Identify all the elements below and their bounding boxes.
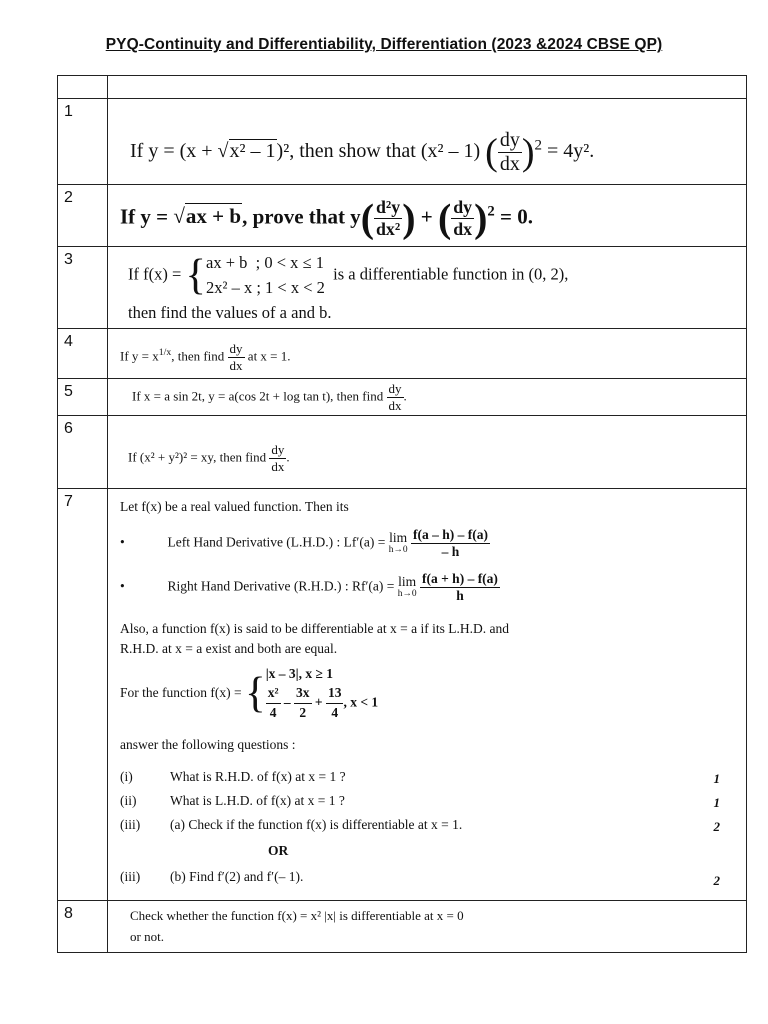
question-5-text: If x = a sin 2t, y = a(cos 2t + log tan t), then find $\frac{dy}{dx}$ . xyxy=(132,381,407,413)
dy-dx-fraction: $\frac{dy}{dx}$ xyxy=(499,129,520,175)
table-header-row xyxy=(58,76,747,99)
piecewise-cases: |x – 3|, x ≥ 1 $\frac{\text{x²}}{4}$ – $\frac{3x}{2}$ + $\frac{13}{4}$ , x < 1 xyxy=(265,666,379,720)
q7-part-iii-b-marks: 2 xyxy=(713,873,720,888)
q7-function-def: For the function f(x) = { |x – 3|, x ≥ 1 $\frac{\text{x²}}{4}$ – $\frac{3x}{2}$ + $\frac{13}{4}$ , x < 1 xyxy=(120,665,378,723)
q7-rhd-line: • Right Hand Derivative (R.H.D.) : Rf′(a) = lim h→0 $\frac{f(a + h) - f(a)}{h}$ xyxy=(120,571,498,603)
dy-dx-fraction: $\frac{dy}{dx}$ xyxy=(229,341,243,373)
question-row-7 xyxy=(58,489,747,901)
question-body xyxy=(108,901,747,953)
question-number: 8 xyxy=(58,901,108,953)
question-3-text: If f(x) = { ax + b ; 0 < x ≤ 1 2x² – x ; 1 < x < 2 is a differentiable function in (0, 2), xyxy=(128,251,568,301)
question-8-line2: or not. xyxy=(130,929,164,944)
dy-dx-fraction: $\frac{dy}{dx}$ xyxy=(453,197,473,239)
question-body xyxy=(108,247,747,329)
q7-part-ii: (ii) What is L.H.D. of f(x) at x = 1 ? xyxy=(120,793,345,808)
question-body xyxy=(108,185,747,247)
q7-para-line1: Also, a function f(x) is said to be differentiable at x = a if its L.H.D. and xyxy=(120,621,510,636)
q7-part-ii-marks: 1 xyxy=(713,795,720,810)
question-6-text: If (x² + y²)² = xy, then find $\frac{dy}{dx}$ . xyxy=(128,442,290,474)
question-3-line2: then find the values of a and b. xyxy=(128,303,332,322)
q7-answer-prompt: answer the following questions : xyxy=(120,737,296,752)
question-number: 6 xyxy=(58,416,108,489)
question-number: 1 xyxy=(58,99,108,185)
question-number: 2 xyxy=(58,185,108,247)
limit-operator: lim h→0 xyxy=(388,530,408,555)
question-row-4 xyxy=(58,329,747,379)
header-num-cell xyxy=(58,76,108,99)
question-8-line1: Check whether the function f(x) = x² |x| is differentiable at x = 0 xyxy=(130,908,464,923)
question-row-2 xyxy=(58,185,747,247)
q7-part-iii-a-marks: 2 xyxy=(713,819,720,834)
question-2-text: If y = √ax + b, prove that y( $\frac{\text{d²y}}{\text{dx²}}$ ) + ( $\frac{dy}{dx}$ )$^2$ = 0. xyxy=(120,195,533,241)
question-body xyxy=(108,329,747,379)
question-row-8 xyxy=(58,901,747,953)
question-number: 7 xyxy=(58,489,108,901)
question-row-5 xyxy=(58,379,747,416)
question-body xyxy=(108,379,747,416)
d2y-dx2-fraction: $\frac{\text{d²y}}{\text{dx²}}$ xyxy=(375,197,401,239)
q7-part-i: (i) What is R.H.D. of f(x) at x = 1 ? xyxy=(120,769,346,784)
question-row-6 xyxy=(58,416,747,489)
page-title: PYQ-Continuity and Differentiability, Differentiation (2023 &2024 CBSE QP) xyxy=(105,36,663,53)
header-body-cell xyxy=(108,76,747,99)
dy-dx-fraction: $\frac{dy}{dx}$ xyxy=(271,442,285,474)
dy-dx-fraction: $\frac{dy}{dx}$ xyxy=(388,381,402,413)
q7-intro: Let f(x) be a real valued function. Then its xyxy=(120,499,349,514)
rhd-fraction: $\frac{f(a + h) - f(a)}{h}$ xyxy=(422,571,498,603)
sqrt-sign: √ax + b xyxy=(173,204,242,229)
question-1-text: If y = (x + √x² – 1)², then show that (x² – 1) ( $\frac{dy}{dx}$ )$^2$ = 4y². xyxy=(130,129,595,175)
limit-operator: lim h→0 xyxy=(397,574,417,599)
sqrt-sign: √x² – 1 xyxy=(217,140,276,163)
piecewise-cases: ax + b ; 0 < x ≤ 1 2x² – x ; 1 < x < 2 xyxy=(206,253,325,297)
question-number: 3 xyxy=(58,247,108,329)
questions-table xyxy=(57,75,747,953)
question-body xyxy=(108,99,747,185)
q7-or-separator: OR xyxy=(268,843,289,858)
q7-part-iii-b: (iii) (b) Find f′(2) and f′(– 1). xyxy=(120,869,304,884)
q7-part-i-marks: 1 xyxy=(713,771,720,786)
question-body xyxy=(108,489,747,901)
q7-para-line2: R.H.D. at x = a exist and both are equal. xyxy=(120,641,338,656)
q7-part-iii-a: (iii) (a) Check if the function f(x) is differentiable at x = 1. xyxy=(120,817,463,832)
question-body xyxy=(108,416,747,489)
question-number: 4 xyxy=(58,329,108,379)
question-row-1 xyxy=(58,99,747,185)
question-number: 5 xyxy=(58,379,108,416)
q7-lhd-line: • Left Hand Derivative (L.H.D.) : Lf′(a) = lim h→0 $\frac{f(a - h) - f(a)}{- h}$ xyxy=(120,527,488,559)
question-4-text: If $y = x^{1/x}$, then find $\frac{dy}{dx}$ at x = 1. xyxy=(120,341,291,373)
lhd-fraction: $\frac{f(a - h) - f(a)}{- h}$ xyxy=(412,527,488,559)
question-row-3 xyxy=(58,247,747,329)
